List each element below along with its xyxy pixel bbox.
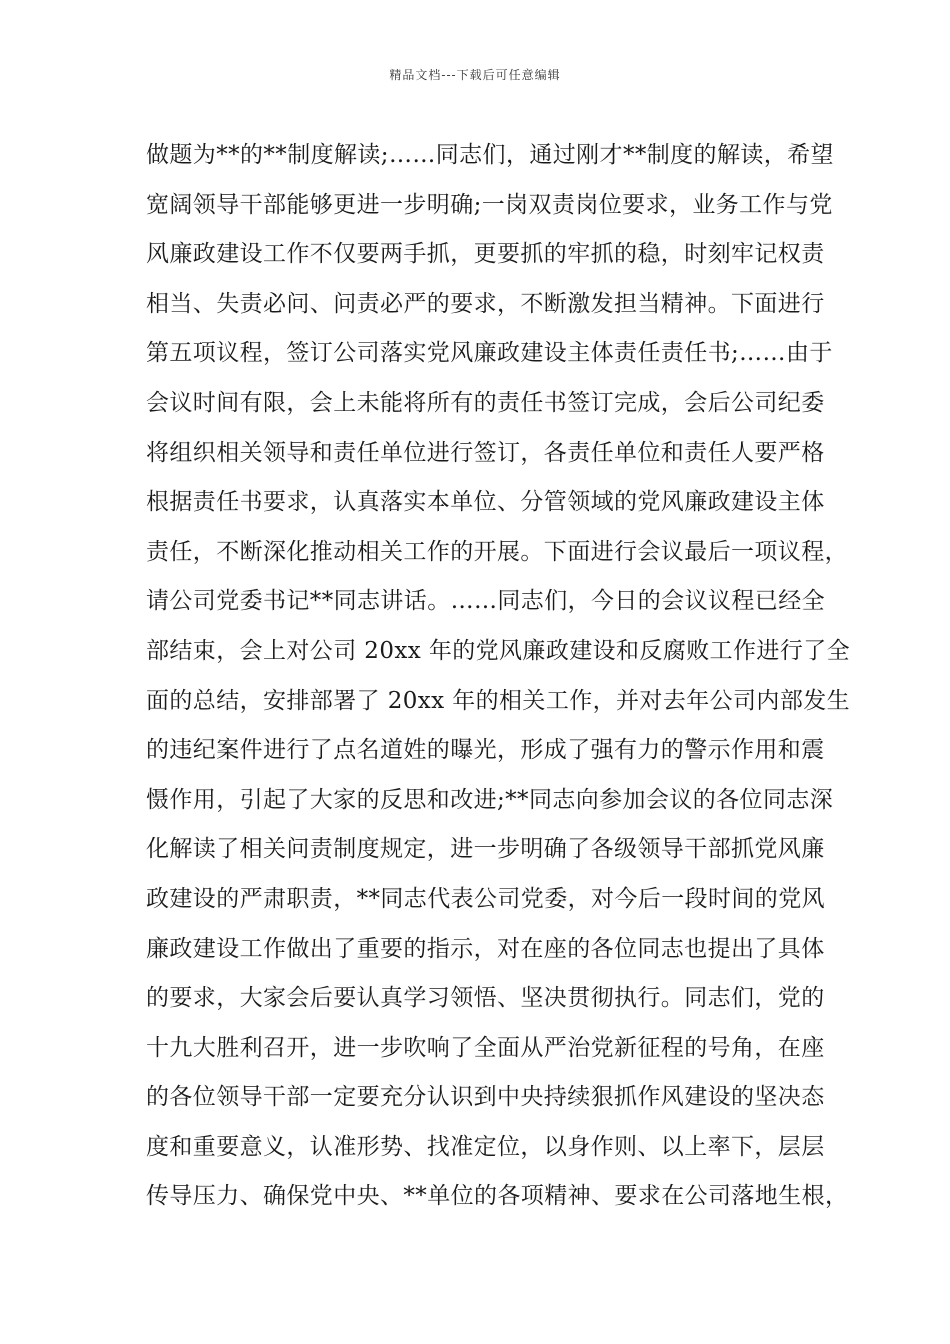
text-line: 化解读了相关问责制度规定，进一步明确了各级领导干部抓党风廉	[146, 836, 825, 863]
text-line: 将组织相关领导和责任单位进行签订，各责任单位和责任人要严格	[146, 439, 825, 466]
text-line: 度和重要意义，认准形势、找准定位，以身作则、以上率下，层层	[146, 1133, 825, 1160]
page-header: 精品文档---下载后可任意编辑	[389, 68, 561, 82]
text-line: 相当、失责必问、问责必严的要求，不断激发担当精神。下面进行	[146, 290, 825, 317]
text-line: 部结束，会上对公司 20xx 年的党风廉政建设和反腐败工作进行了全	[146, 637, 851, 664]
text-line: 政建设的严肃职责，**同志代表公司党委，对今后一段时间的党风	[146, 885, 825, 912]
text-line: 风廉政建设工作不仅要两手抓，更要抓的牢抓的稳，时刻牢记权责	[146, 241, 825, 268]
text-line: 做题为**的**制度解读;……同志们，通过刚才**制度的解读，希望	[146, 142, 834, 168]
text-line: 十九大胜利召开，进一步吹响了全面从严治党新征程的号角，在座	[146, 1034, 825, 1061]
text-line: 面的总结，安排部署了 20xx 年的相关工作，并对去年公司内部发生	[146, 687, 851, 714]
text-line: 宽阔领导干部能够更进一步明确;一岗双责岗位要求，业务工作与党	[146, 191, 833, 218]
text-line: 责任，不断深化推动相关工作的开展。下面进行会议最后一项议程，	[146, 538, 848, 565]
text-line: 会议时间有限，会上未能将所有的责任书签订完成，会后公司纪委	[146, 389, 825, 416]
text-line: 慑作用，引起了大家的反思和改进;**同志向参加会议的各位同志深	[146, 786, 834, 813]
text-line: 的各位领导干部一定要充分认识到中央持续狠抓作风建设的坚决态	[146, 1084, 825, 1111]
document-body	[146, 131, 851, 1222]
text-line: 的要求，大家会后要认真学习领悟、坚决贯彻执行。同志们，党的	[146, 985, 825, 1012]
text-line: 请公司党委书记**同志讲话。……同志们，今日的会议议程已经全	[146, 588, 825, 615]
text-line: 的违纪案件进行了点名道姓的曝光，形成了强有力的警示作用和震	[146, 737, 825, 764]
text-line: 廉政建设工作做出了重要的指示，对在座的各位同志也提出了具体	[146, 935, 825, 962]
text-line: 根据责任书要求，认真落实本单位、分管领域的党风廉政建设主体	[146, 489, 825, 516]
text-line: 传导压力、确保党中央、**单位的各项精神、要求在公司落地生根，	[146, 1183, 849, 1210]
text-line: 第五项议程，签订公司落实党风廉政建设主体责任责任书;……由于	[146, 340, 833, 367]
